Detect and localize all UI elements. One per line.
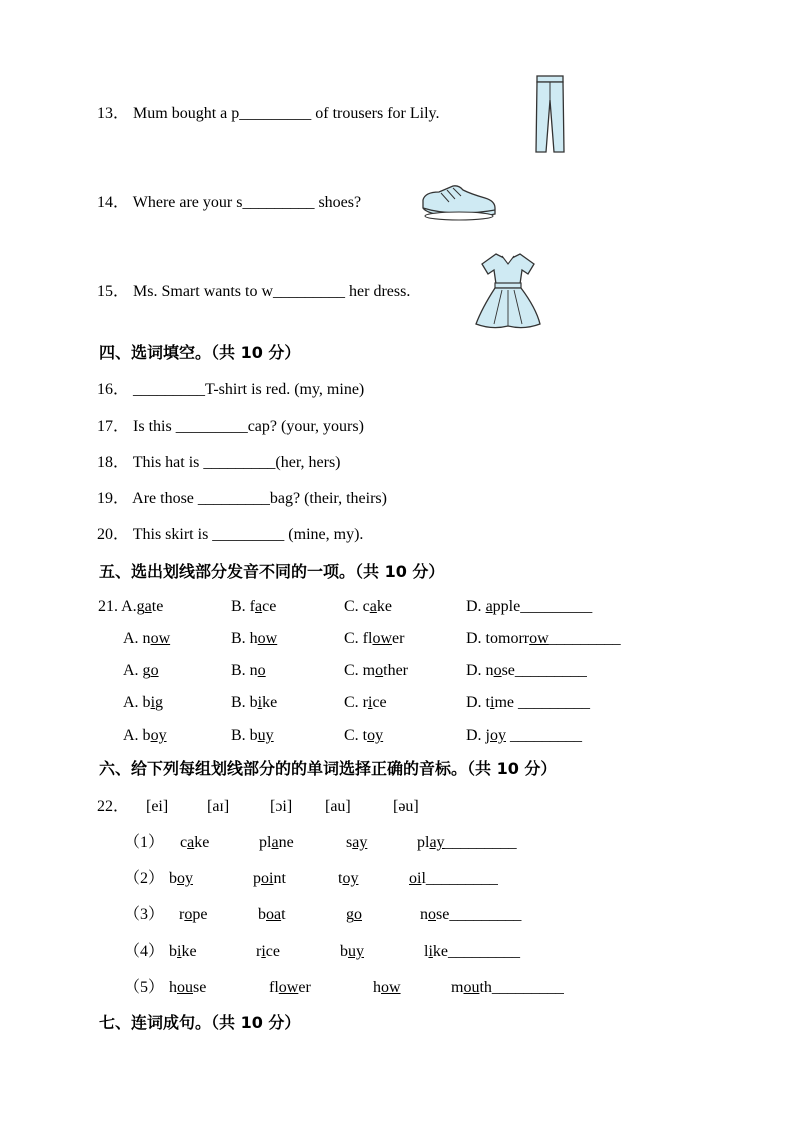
underlined-part: oy (150, 727, 167, 744)
word-part: me _________ (494, 694, 590, 711)
group-2-word-2 (253, 869, 286, 889)
underlined-part: oi (409, 870, 422, 887)
phonetic-symbol: [ei] (146, 798, 169, 815)
word-part: t (281, 906, 286, 923)
underlined-part: o (428, 906, 436, 923)
word-part: g (155, 694, 164, 711)
group-2-word-4 (409, 869, 498, 889)
underlined-part: a (485, 598, 493, 615)
word-part: A. n (123, 630, 151, 647)
word-part: er (298, 979, 311, 996)
group-4-word-3 (340, 942, 364, 962)
question-number: 14． (97, 194, 130, 211)
underlined-part: oy (490, 727, 506, 744)
option-4-d (466, 693, 590, 713)
underlined-part: a (369, 598, 377, 615)
question-number: 19． (97, 490, 130, 507)
word-part: p (253, 870, 261, 887)
word-part: ce (372, 694, 387, 711)
group-label: （2） (124, 870, 165, 887)
group-3-word-3 (346, 905, 362, 925)
underlined-part: i (257, 694, 263, 711)
underlined-part: i (261, 943, 266, 960)
word-part: th_________ (479, 979, 564, 996)
word-part: b (258, 906, 266, 923)
word-part: A. g (123, 662, 151, 679)
group-3-word-1 (179, 905, 207, 925)
word-part: b (169, 870, 177, 887)
option-5-b (231, 726, 274, 746)
option-4-a (123, 693, 163, 713)
group-5-word-2 (269, 978, 311, 998)
underlined-part: oy (367, 727, 384, 744)
word-part: r (256, 943, 262, 960)
word-part: se (193, 979, 207, 996)
word-part: _________ (444, 834, 517, 851)
question-text: This skirt is _________ (mine, my). (132, 526, 364, 543)
option-2-a (123, 629, 170, 649)
word-part: ke (376, 598, 392, 615)
word-part: te (151, 598, 164, 615)
underlined-part: a (187, 834, 195, 851)
group-1-word-2 (259, 833, 294, 853)
question-13 (97, 104, 440, 124)
underlined-part: ow (529, 630, 549, 647)
word-part: ther (383, 662, 408, 679)
question-14 (97, 193, 361, 213)
group-1-word-4 (417, 833, 517, 853)
phonetic-symbol: [ɔi] (270, 798, 293, 815)
word-part: t (338, 870, 343, 887)
option-2-b (231, 629, 277, 649)
phonetic-symbol: [əu] (393, 798, 419, 815)
underlined-part: o (150, 662, 159, 679)
group-5-word-1 (169, 978, 206, 998)
word-part: C. fl (344, 630, 373, 647)
underlined-part: ou (177, 979, 193, 996)
question-text: Where are your s_________ shoes? (132, 194, 362, 211)
group-4-word-2 (256, 942, 280, 962)
group-3-word-4 (420, 905, 521, 925)
underlined-part: uy (348, 943, 364, 960)
word-part: s (346, 834, 353, 851)
word-part: se_________ (436, 906, 522, 923)
word-part: r (179, 906, 185, 923)
option-3-b (231, 661, 266, 681)
underlined-part: oy (342, 870, 359, 887)
question-text: Are those _________bag? (their, theirs) (132, 490, 387, 507)
word-part: pl (417, 834, 430, 851)
question-17 (97, 417, 364, 437)
word-part: pple_________ (492, 598, 593, 615)
trousers-icon (532, 74, 568, 154)
underlined-part: oi (261, 870, 274, 887)
option-3-a (123, 661, 159, 681)
question-number: 18． (97, 454, 130, 471)
underlined-part: o (257, 662, 266, 679)
word-part: _________ (548, 630, 621, 647)
option-3-c (344, 661, 408, 681)
word-part: pl (259, 834, 272, 851)
word-part: B. f (231, 598, 255, 615)
word-part: C. c (344, 598, 370, 615)
underlined-part: oa (266, 906, 282, 923)
option-2-d (466, 629, 621, 649)
underlined-part: ow (372, 630, 393, 647)
question-18 (97, 453, 341, 473)
underlined-part: uy (257, 727, 274, 744)
word-part: C. m (344, 662, 376, 679)
option-5-a (123, 726, 167, 746)
word-part: C. r (344, 694, 368, 711)
question-text: _________T-shirt is red. (my, mine) (133, 381, 365, 398)
word-part: D. (466, 598, 486, 615)
word-part: n (420, 906, 428, 923)
underlined-part: a (255, 598, 263, 615)
underlined-part: ay (352, 834, 368, 851)
word-part: l (424, 943, 429, 960)
question-text: Is this _________cap? (your, yours) (133, 418, 364, 435)
shoes-icon (419, 180, 499, 222)
group-3-word-2 (258, 905, 286, 925)
word-part: C. t (344, 727, 368, 744)
group-label: （1） (124, 834, 165, 851)
word-part: ce (265, 943, 280, 960)
group-2-word-3 (338, 869, 358, 889)
word-part: pe (192, 906, 208, 923)
word-part: g (346, 906, 354, 923)
question-number: 16． (97, 381, 130, 398)
section-6-heading: 六、给下列每组划线部分的的单词选择正确的音标。（共 10 分） (99, 759, 557, 778)
word-part: D. j (466, 727, 490, 744)
option-4-b (231, 693, 277, 713)
option-1-a (98, 597, 163, 617)
group-5-word-3 (373, 978, 401, 998)
word-part: ke (262, 694, 278, 711)
word-part: m (451, 979, 464, 996)
question-19 (97, 489, 387, 509)
phonetic-symbol: [au] (325, 798, 351, 815)
question-number: 15． (97, 283, 130, 300)
option-1-d (466, 597, 592, 617)
underlined-part: i (428, 943, 433, 960)
word-part: B. n (231, 662, 258, 679)
word-part: A. b (123, 694, 151, 711)
word-part: ke (194, 834, 210, 851)
question-number: 13． (97, 105, 130, 122)
word-part: fl (269, 979, 279, 996)
question-text: This hat is _________(her, hers) (132, 454, 341, 471)
word-part: B. b (231, 727, 258, 744)
underlined-part: ow (381, 979, 401, 996)
word-part: c (180, 834, 188, 851)
underlined-part: i (368, 694, 373, 711)
underlined-part: a (271, 834, 279, 851)
question-text: Ms. Smart wants to w_________ her dress. (133, 283, 411, 300)
group-label: （5） (124, 979, 165, 996)
question-22-number: 22． (97, 798, 130, 815)
group-2-word-1 (169, 869, 193, 889)
group-4-word-4 (424, 942, 520, 962)
question-16 (97, 380, 364, 400)
underlined-part: oy (177, 870, 193, 887)
section-5-heading: 五、选出划线部分发音不同的一项。（共 10 分） (99, 562, 445, 581)
underlined-part: i (150, 694, 156, 711)
word-part: D. n (466, 662, 494, 679)
underlined-part: i (177, 943, 182, 960)
underlined-part: ay (429, 834, 445, 851)
underlined-part: ou (463, 979, 480, 996)
dress-icon (472, 250, 544, 330)
word-part: 21. A.g (98, 598, 145, 615)
word-part: ce (262, 598, 277, 615)
word-part: A. b (123, 727, 151, 744)
group-label: （3） (124, 906, 165, 923)
word-part: l_________ (421, 870, 498, 887)
underlined-part: o (354, 906, 362, 923)
question-number: 20． (97, 526, 130, 543)
word-part: ke_________ (432, 943, 521, 960)
option-5-d (466, 726, 582, 746)
word-part: D. tomorr (466, 630, 530, 647)
underlined-part: i (490, 694, 495, 711)
question-number: 17． (97, 418, 130, 435)
section-7-heading: 七、连词成句。（共 10 分） (99, 1013, 301, 1032)
underlined-part: o (375, 662, 384, 679)
word-part: ne (278, 834, 294, 851)
word-part: h (169, 979, 177, 996)
word-part: B. h (231, 630, 258, 647)
section-4-heading: 四、选词填空。（共 10 分） (99, 343, 301, 362)
group-label: （4） (124, 943, 165, 960)
underlined-part: o (184, 906, 193, 923)
group-5-word-4 (451, 978, 564, 998)
underlined-part: o (493, 662, 502, 679)
underlined-part: a (144, 598, 152, 615)
underlined-part: ow (278, 979, 299, 996)
underlined-part: ow (150, 630, 171, 647)
group-1-word-1 (180, 833, 209, 853)
option-2-c (344, 629, 404, 649)
question-15 (97, 282, 410, 302)
question-text: Mum bought a p_________ of trousers for Lily. (133, 105, 440, 122)
word-part: B. b (231, 694, 258, 711)
word-part: b (340, 943, 348, 960)
option-5-c (344, 726, 383, 746)
word-part: D. t (466, 694, 490, 711)
phonetic-symbol: [aɪ] (207, 798, 230, 815)
word-part: se_________ (501, 662, 587, 679)
word-part: _________ (506, 727, 582, 744)
question-20 (97, 525, 363, 545)
option-4-c (344, 693, 387, 713)
word-part: h (373, 979, 381, 996)
word-part: er (392, 630, 405, 647)
group-4-word-1 (169, 942, 197, 962)
option-1-c (344, 597, 392, 617)
group-1-word-3 (346, 833, 367, 853)
underlined-part: ow (257, 630, 278, 647)
option-1-b (231, 597, 276, 617)
option-3-d (466, 661, 587, 681)
word-part: b (169, 943, 177, 960)
word-part: ke (181, 943, 197, 960)
word-part: nt (273, 870, 286, 887)
